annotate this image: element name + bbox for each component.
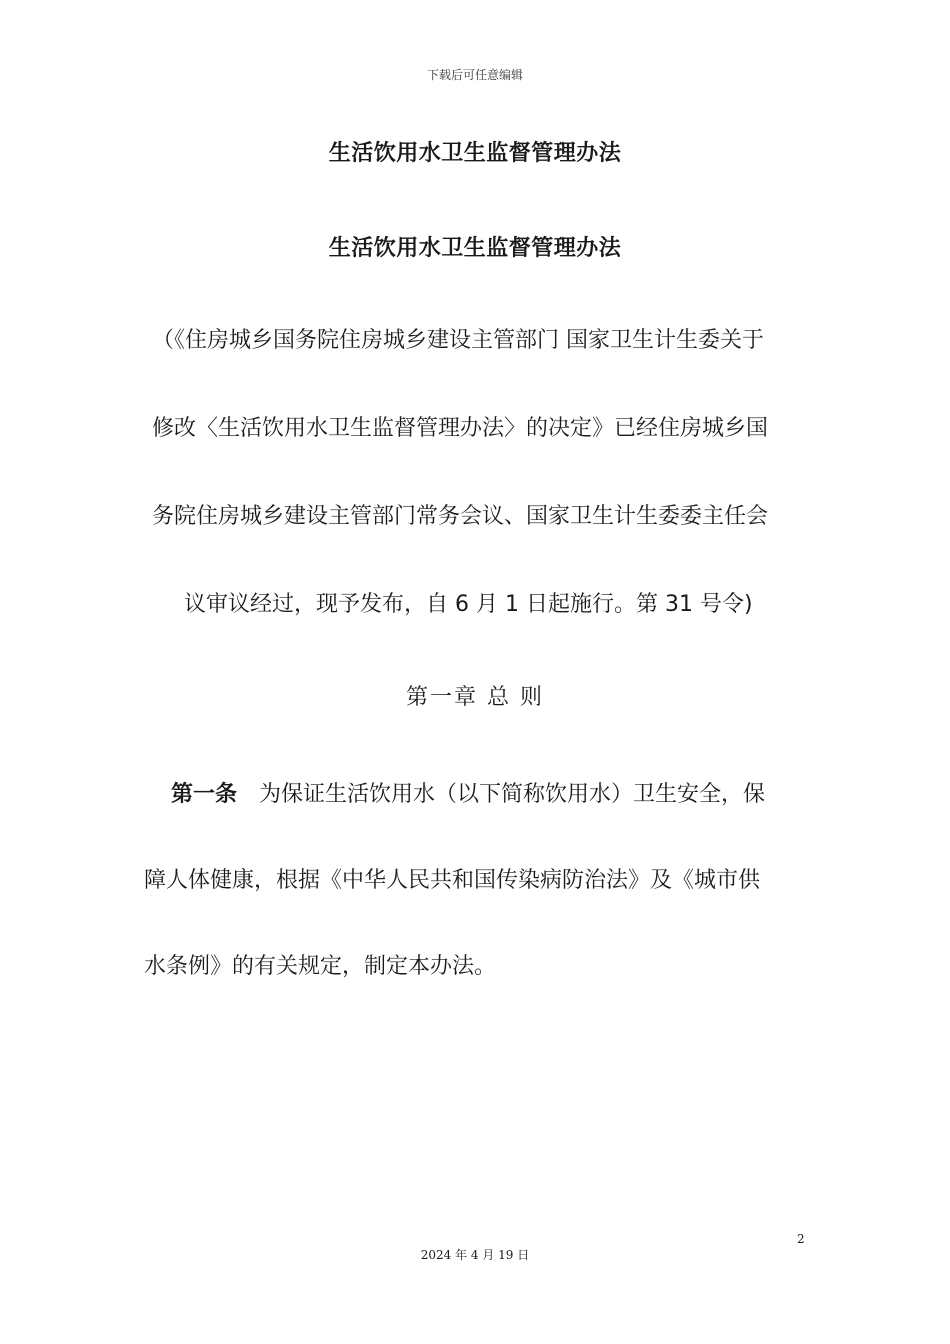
page-number: 2 bbox=[797, 1232, 805, 1246]
header-note: 下载后可任意编辑 bbox=[426, 68, 523, 82]
preamble-line-2: 修改〈生活饮用水卫生监督管理办法〉的决定》已经住房城乡国 bbox=[152, 416, 769, 441]
article-1-label: 第一条 bbox=[171, 782, 238, 807]
article-1-line-1 bbox=[171, 780, 765, 810]
document-title: 生活饮用水卫生监督管理办法 bbox=[328, 141, 622, 166]
document-subtitle: 生活饮用水卫生监督管理办法 bbox=[328, 236, 622, 261]
article-1-line-2: 障人体健康，根据《中华人民共和国传染病防治法》及《城市供 bbox=[144, 868, 761, 893]
article-1-line-3: 水条例》的有关规定，制定本办法。 bbox=[144, 954, 497, 979]
chapter-heading: 第一章 总 则 bbox=[406, 685, 544, 710]
preamble-line-4: 议审议经过，现予发布，自 6 月 1 日起施行。第 31 号令) bbox=[184, 592, 753, 617]
preamble-line-1: （《住房城乡国务院住房城乡建设主管部门 国家卫生计生委关于 bbox=[152, 328, 764, 353]
footer-date: 2024 年 4 月 19 日 bbox=[420, 1248, 530, 1262]
article-1-text-1: 为保证生活饮用水（以下简称饮用水）卫生安全，保 bbox=[259, 782, 766, 807]
preamble-line-3: 务院住房城乡建设主管部门常务会议、国家卫生计生委委主任会 bbox=[152, 504, 769, 529]
